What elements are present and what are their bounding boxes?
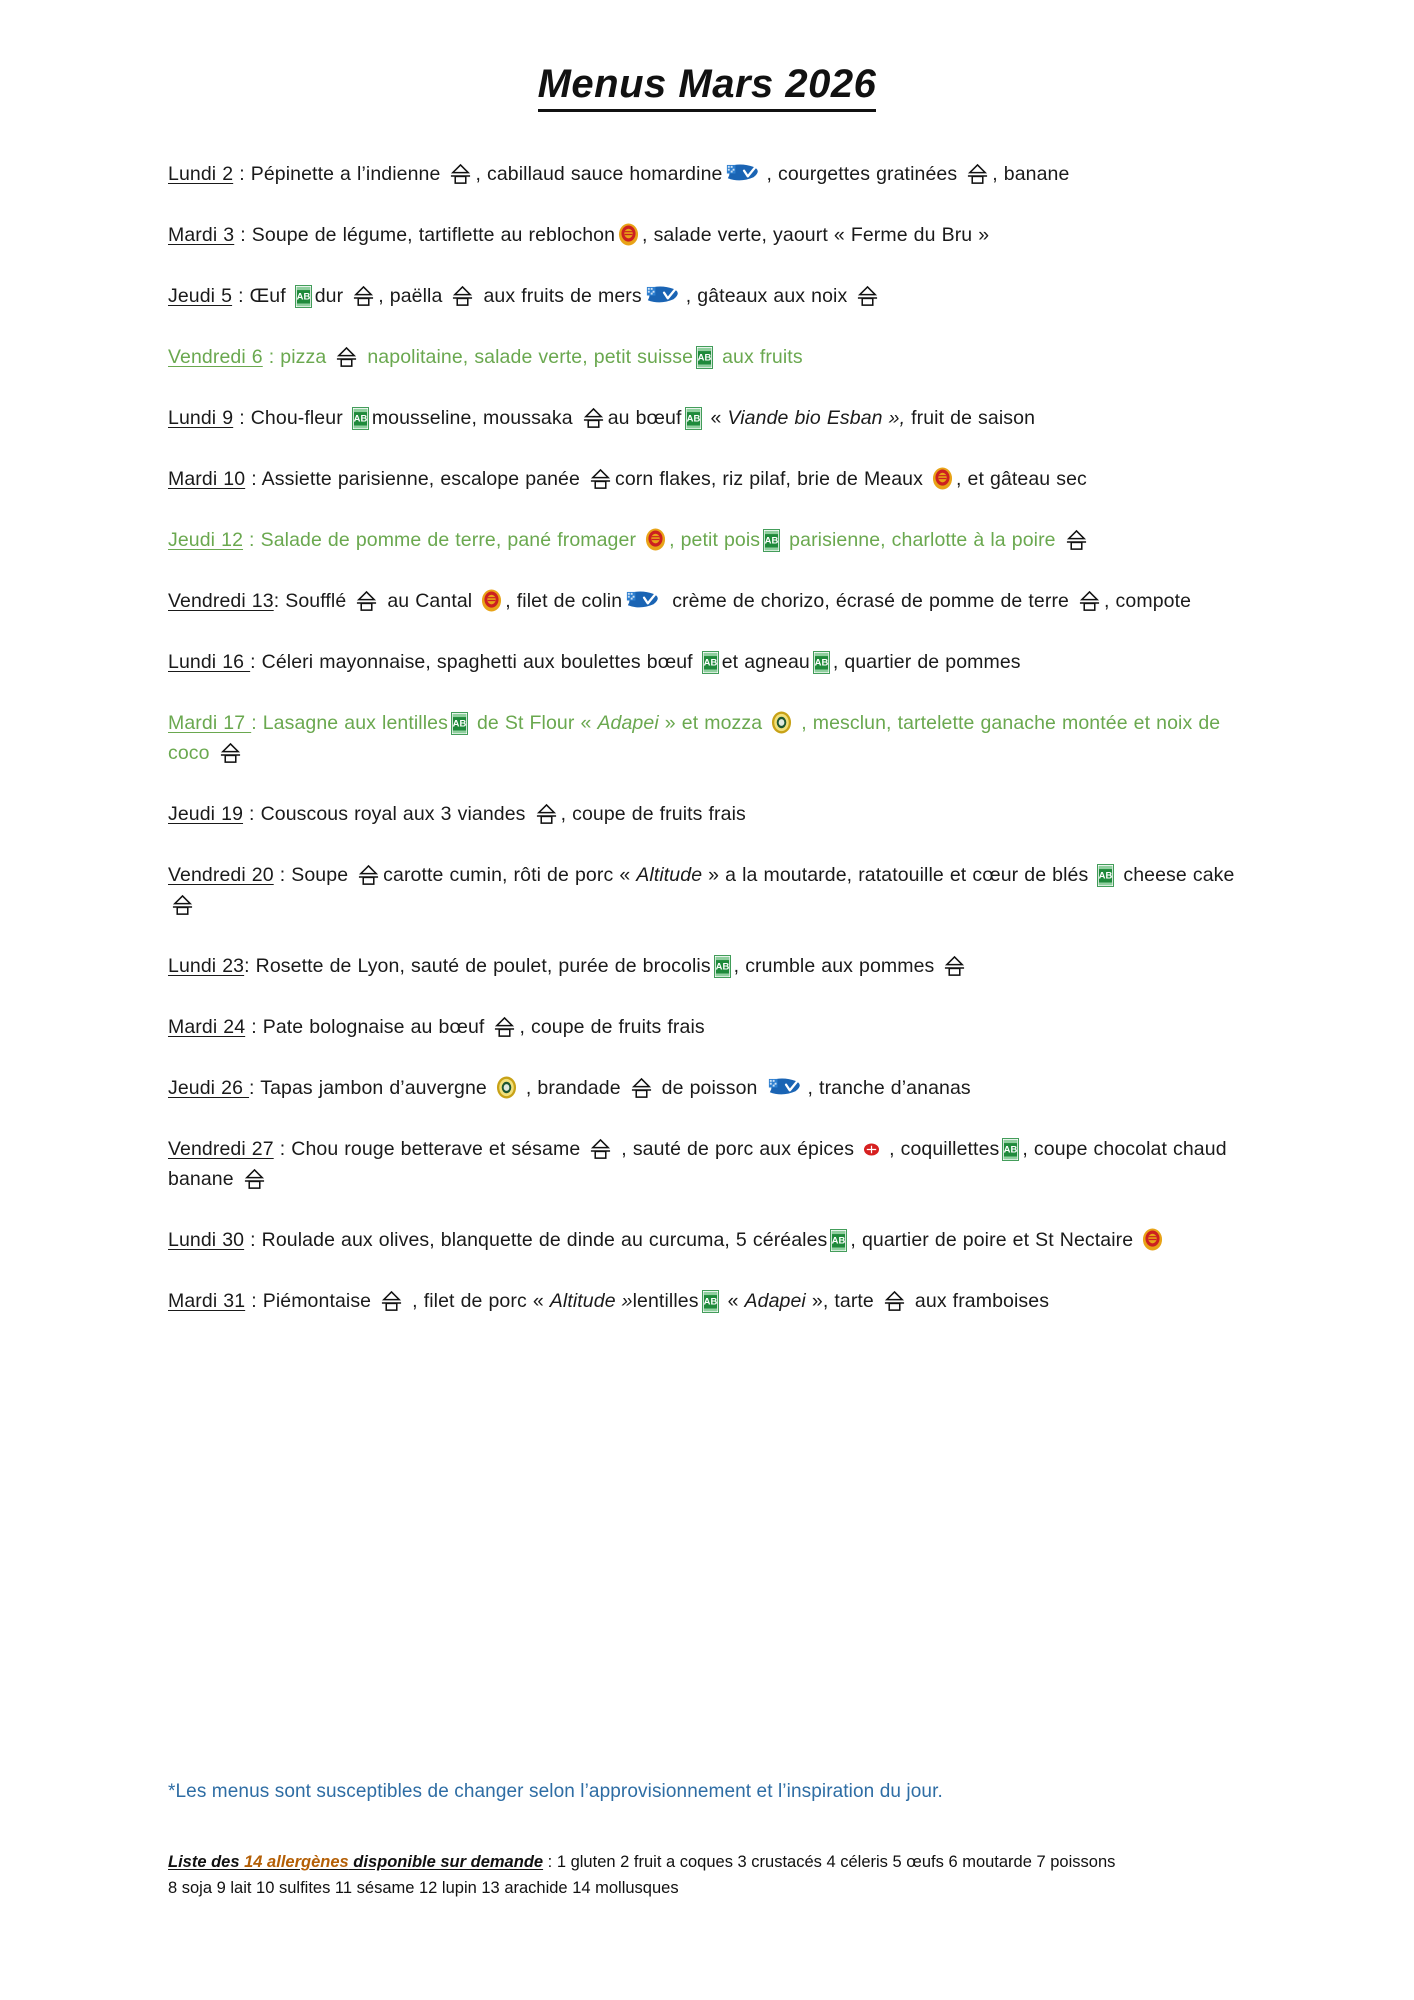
menu-item-text: lentilles [632, 1290, 699, 1312]
menu-item-text: : Pate bolognaise au bœuf [245, 1016, 491, 1038]
house-logo [582, 407, 605, 430]
aop-label-logo [645, 528, 666, 551]
allergens-count-label: 14 allergènes [244, 1853, 349, 1871]
red-label-logo [863, 1136, 880, 1151]
msc-fish-logo [725, 163, 763, 184]
aop-label-logo [932, 467, 953, 490]
svg-text:AB: AB [1098, 870, 1113, 882]
svg-text:AB: AB [831, 1235, 846, 1247]
allergens-line-2: 8 soja 9 lait 10 sulfites 11 sésame 12 lupin 13 arachide 14 mollusques [168, 1879, 679, 1897]
menu-item-text: : Pépinette a l’indienne [233, 163, 447, 185]
ab-organic-logo [352, 407, 369, 430]
menu-item-emphasis: Adapei [597, 712, 659, 734]
menu-day-label: Jeudi 5 [168, 285, 233, 307]
house-logo [1078, 590, 1101, 613]
svg-text:AB: AB [814, 657, 829, 669]
menu-item-text: cheese cake [1117, 864, 1235, 886]
menu-day-label: Jeudi 19 [168, 803, 244, 825]
menu-item-text: aux framboises [908, 1290, 1050, 1312]
house-logo [380, 1290, 403, 1313]
menu-line [168, 220, 1249, 250]
menu-item-text: , et gâteau sec [955, 468, 1087, 490]
ab-organic-logo [702, 651, 719, 674]
house-logo [883, 1290, 906, 1313]
msc-fish-logo [645, 285, 683, 306]
menu-line [168, 342, 1249, 372]
svg-text:AB: AB [1003, 1144, 1018, 1156]
house-logo [630, 1077, 653, 1100]
ab-organic-logo [702, 1290, 719, 1313]
allergens-line-1: : 1 gluten 2 fruit a coques 3 crustacés 4 céleris 5 œufs 6 moutarde 7 poissons [543, 1853, 1116, 1871]
menu-item-text: : Chou rouge betterave et sésame [273, 1138, 587, 1160]
menu-item-text: dur [314, 285, 350, 307]
menu-day-label: Lundi 23 [168, 955, 245, 977]
gold-quality-logo [496, 1076, 517, 1099]
menu-item-text: , crumble aux pommes [733, 955, 941, 977]
house-logo [943, 955, 966, 978]
menu-item-text: , quartier de poire et St Nectaire [850, 1229, 1140, 1251]
gold-quality-logo [771, 711, 792, 734]
msc-fish-logo [625, 590, 663, 611]
menu-item-text: de poisson [655, 1077, 764, 1099]
menu-item-text: , coupe de fruits frais [519, 1016, 705, 1038]
menu-line [168, 951, 1249, 981]
menu-item-text: » et mozza [658, 712, 769, 734]
ab-organic-logo [295, 285, 312, 308]
menu-item-text: , courgettes gratinées [766, 163, 964, 185]
menu-item-text: parisienne, charlotte à la poire [783, 529, 1062, 551]
menu-line [168, 1012, 1249, 1042]
menu-item-text: fruit de saison [905, 407, 1036, 429]
menu-item-emphasis: Altitude [636, 864, 703, 886]
menu-item-text: , quartier de pommes [832, 651, 1021, 673]
house-logo [449, 163, 472, 186]
menu-item-text: , filet de colin [505, 590, 623, 612]
menu-item-text: crème de chorizo, écrasé de pomme de terre [666, 590, 1076, 612]
menu-item-text: », tarte [805, 1290, 880, 1312]
allergens-heading-prefix: Liste des [168, 1853, 245, 1871]
menu-item-text: , petit pois [669, 529, 761, 551]
menu-item-text: : pizza [262, 346, 333, 368]
ab-organic-logo [830, 1229, 847, 1252]
menu-item-text: : Tapas jambon d’auvergne [249, 1077, 493, 1099]
menu-item-text: : Soufflé [273, 590, 353, 612]
menu-item-text: : Chou-fleur [233, 407, 349, 429]
menu-item-text: , salade verte, yaourt « Ferme du Bru » [642, 224, 990, 246]
menu-item-text: : Lasagne aux lentilles [251, 712, 448, 734]
ab-organic-logo [813, 651, 830, 674]
page-title-text: Menus Mars 2026 [538, 62, 877, 112]
ab-organic-logo [1002, 1138, 1019, 1161]
menu-item-text: : Rosette de Lyon, sauté de poulet, purée de brocolis [244, 955, 711, 977]
menu-day-label: Jeudi 12 [168, 529, 244, 551]
ab-organic-logo [451, 712, 468, 735]
menu-item-text: , filet de porc « [406, 1290, 550, 1312]
menu-item-text: : Céleri mayonnaise, spaghetti aux boulettes bœuf [250, 651, 699, 673]
menu-item-text: : Roulade aux olives, blanquette de dinde au curcuma, 5 céréales [244, 1229, 828, 1251]
menu-day-label: Lundi 16 [168, 651, 251, 673]
ab-organic-logo [685, 407, 702, 430]
menu-item-text: , banane [992, 163, 1070, 185]
menu-day-label: Lundi 2 [168, 163, 234, 185]
menu-item-text: , sauté de porc aux épices [615, 1138, 861, 1160]
menu-item-text: , mesclun, tartelette ganache montée et noix de coco [168, 712, 1221, 764]
menu-day-label: Vendredi 6 [168, 346, 263, 368]
svg-text:AB: AB [697, 352, 712, 364]
svg-text:AB: AB [452, 718, 467, 730]
house-logo [856, 285, 879, 308]
menu-day-label: Mardi 24 [168, 1016, 246, 1038]
house-logo [589, 468, 612, 491]
menu-item-text: , brandade [519, 1077, 627, 1099]
menu-item-text: , coupe de fruits frais [560, 803, 746, 825]
menu-item-text: , coquillettes [883, 1138, 1000, 1160]
menu-item-text: : Soupe de légume, tartiflette au reblochon [234, 224, 616, 246]
menu-item-text: « [721, 1290, 745, 1312]
menu-item-text: carotte cumin, rôti de porc « [383, 864, 637, 886]
allergens-heading-suffix: disponible sur demande [348, 1853, 544, 1871]
menu-line [168, 1134, 1249, 1194]
menu-item-text: , compote [1104, 590, 1192, 612]
page-title [0, 0, 1414, 107]
menu-item-text: , gâteaux aux noix [685, 285, 854, 307]
ab-organic-logo [714, 955, 731, 978]
house-logo [357, 864, 380, 887]
house-logo [535, 803, 558, 826]
menu-item-text: : Couscous royal aux 3 viandes [243, 803, 532, 825]
menu-day-label: Vendredi 20 [168, 864, 274, 886]
menu-line [168, 1225, 1249, 1255]
house-logo [1065, 529, 1088, 552]
house-logo [219, 742, 242, 765]
ab-organic-logo [1097, 864, 1114, 887]
menu-item-text: , tranche d’ananas [807, 1077, 971, 1099]
menu-item-text: mousseline, moussaka [371, 407, 579, 429]
svg-text:AB: AB [353, 413, 368, 425]
house-logo [589, 1138, 612, 1161]
menu-line [168, 403, 1249, 433]
menu-day-label: Lundi 9 [168, 407, 234, 429]
svg-text:AB: AB [686, 413, 700, 425]
menu-line [168, 525, 1249, 555]
menu-line [168, 1286, 1249, 1316]
menu-item-emphasis: Altitude » [549, 1290, 633, 1312]
menu-day-label: Jeudi 26 [168, 1077, 250, 1099]
menu-item-text: , coupe chocolat chaud banane [168, 1138, 1227, 1190]
menu-day-label: Mardi 10 [168, 468, 246, 490]
menu-item-text: et agneau [721, 651, 810, 673]
house-logo [335, 346, 358, 369]
msc-fish-logo [767, 1077, 805, 1098]
menu-line [168, 1073, 1249, 1103]
svg-text:AB: AB [764, 535, 779, 547]
menu-item-text: , cabillaud sauce homardine [475, 163, 723, 185]
menu-item-text: napolitaine, salade verte, petit suisse [361, 346, 694, 368]
aop-label-logo [618, 223, 639, 246]
menu-item-text: « [704, 407, 728, 429]
menu-line [168, 586, 1249, 616]
footnote: *Les menus sont susceptibles de changer selon l’approvisionnement et l’inspiration du jour. [168, 1781, 943, 1802]
svg-text:AB: AB [703, 1296, 717, 1308]
ab-organic-logo [763, 529, 780, 552]
menu-item-text: aux fruits [716, 346, 803, 368]
menu-item-text: : Œuf [232, 285, 292, 307]
house-logo [352, 285, 375, 308]
svg-text:AB: AB [715, 961, 730, 973]
menu-day-label: Mardi 3 [168, 224, 235, 246]
menu-line [168, 799, 1249, 829]
menu-item-text: corn flakes, riz pilaf, brie de Meaux [614, 468, 929, 490]
menu-item-text: aux fruits de mers [477, 285, 642, 307]
aop-label-logo [1142, 1228, 1163, 1251]
menu-item-text: : Soupe [273, 864, 355, 886]
svg-text:AB: AB [703, 657, 718, 669]
house-logo [493, 1016, 516, 1039]
ab-organic-logo [696, 346, 713, 369]
menu-item-text: : Piémontaise [245, 1290, 378, 1312]
house-logo [171, 894, 194, 917]
menu-item-text: , paëlla [378, 285, 449, 307]
menu-line [168, 281, 1249, 311]
menu-day-label: Lundi 30 [168, 1229, 245, 1251]
menu-day-label: Mardi 31 [168, 1290, 246, 1312]
menu-item-text: » a la moutarde, ratatouille et cœur de blés [702, 864, 1095, 886]
allergens-block [168, 1849, 1264, 1901]
menu-item-text: au Cantal [381, 590, 479, 612]
menu-line [168, 159, 1249, 189]
menu-day-label: Vendredi 27 [168, 1138, 274, 1160]
menu-list [0, 107, 1414, 1316]
menu-line [168, 647, 1249, 677]
menu-day-label: Mardi 17 [168, 712, 252, 734]
house-logo [966, 163, 989, 186]
menu-line [168, 708, 1249, 768]
menu-item-emphasis: Viande bio Esban », [727, 407, 906, 429]
menu-line [168, 464, 1249, 494]
house-logo [451, 285, 474, 308]
svg-text:AB: AB [296, 291, 311, 303]
aop-label-logo [481, 589, 502, 612]
menu-line [168, 860, 1249, 920]
menu-item-emphasis: Adapei [744, 1290, 806, 1312]
allergens-heading [168, 1853, 543, 1871]
menu-item-text: : Assiette parisienne, escalope panée [245, 468, 586, 490]
house-logo [243, 1168, 266, 1191]
menu-item-text: au bœuf [607, 407, 682, 429]
menu-item-text: : Salade de pomme de terre, pané fromager [243, 529, 643, 551]
menu-item-text: de St Flour « [470, 712, 598, 734]
menu-day-label: Vendredi 13 [168, 590, 274, 612]
house-logo [355, 590, 378, 613]
